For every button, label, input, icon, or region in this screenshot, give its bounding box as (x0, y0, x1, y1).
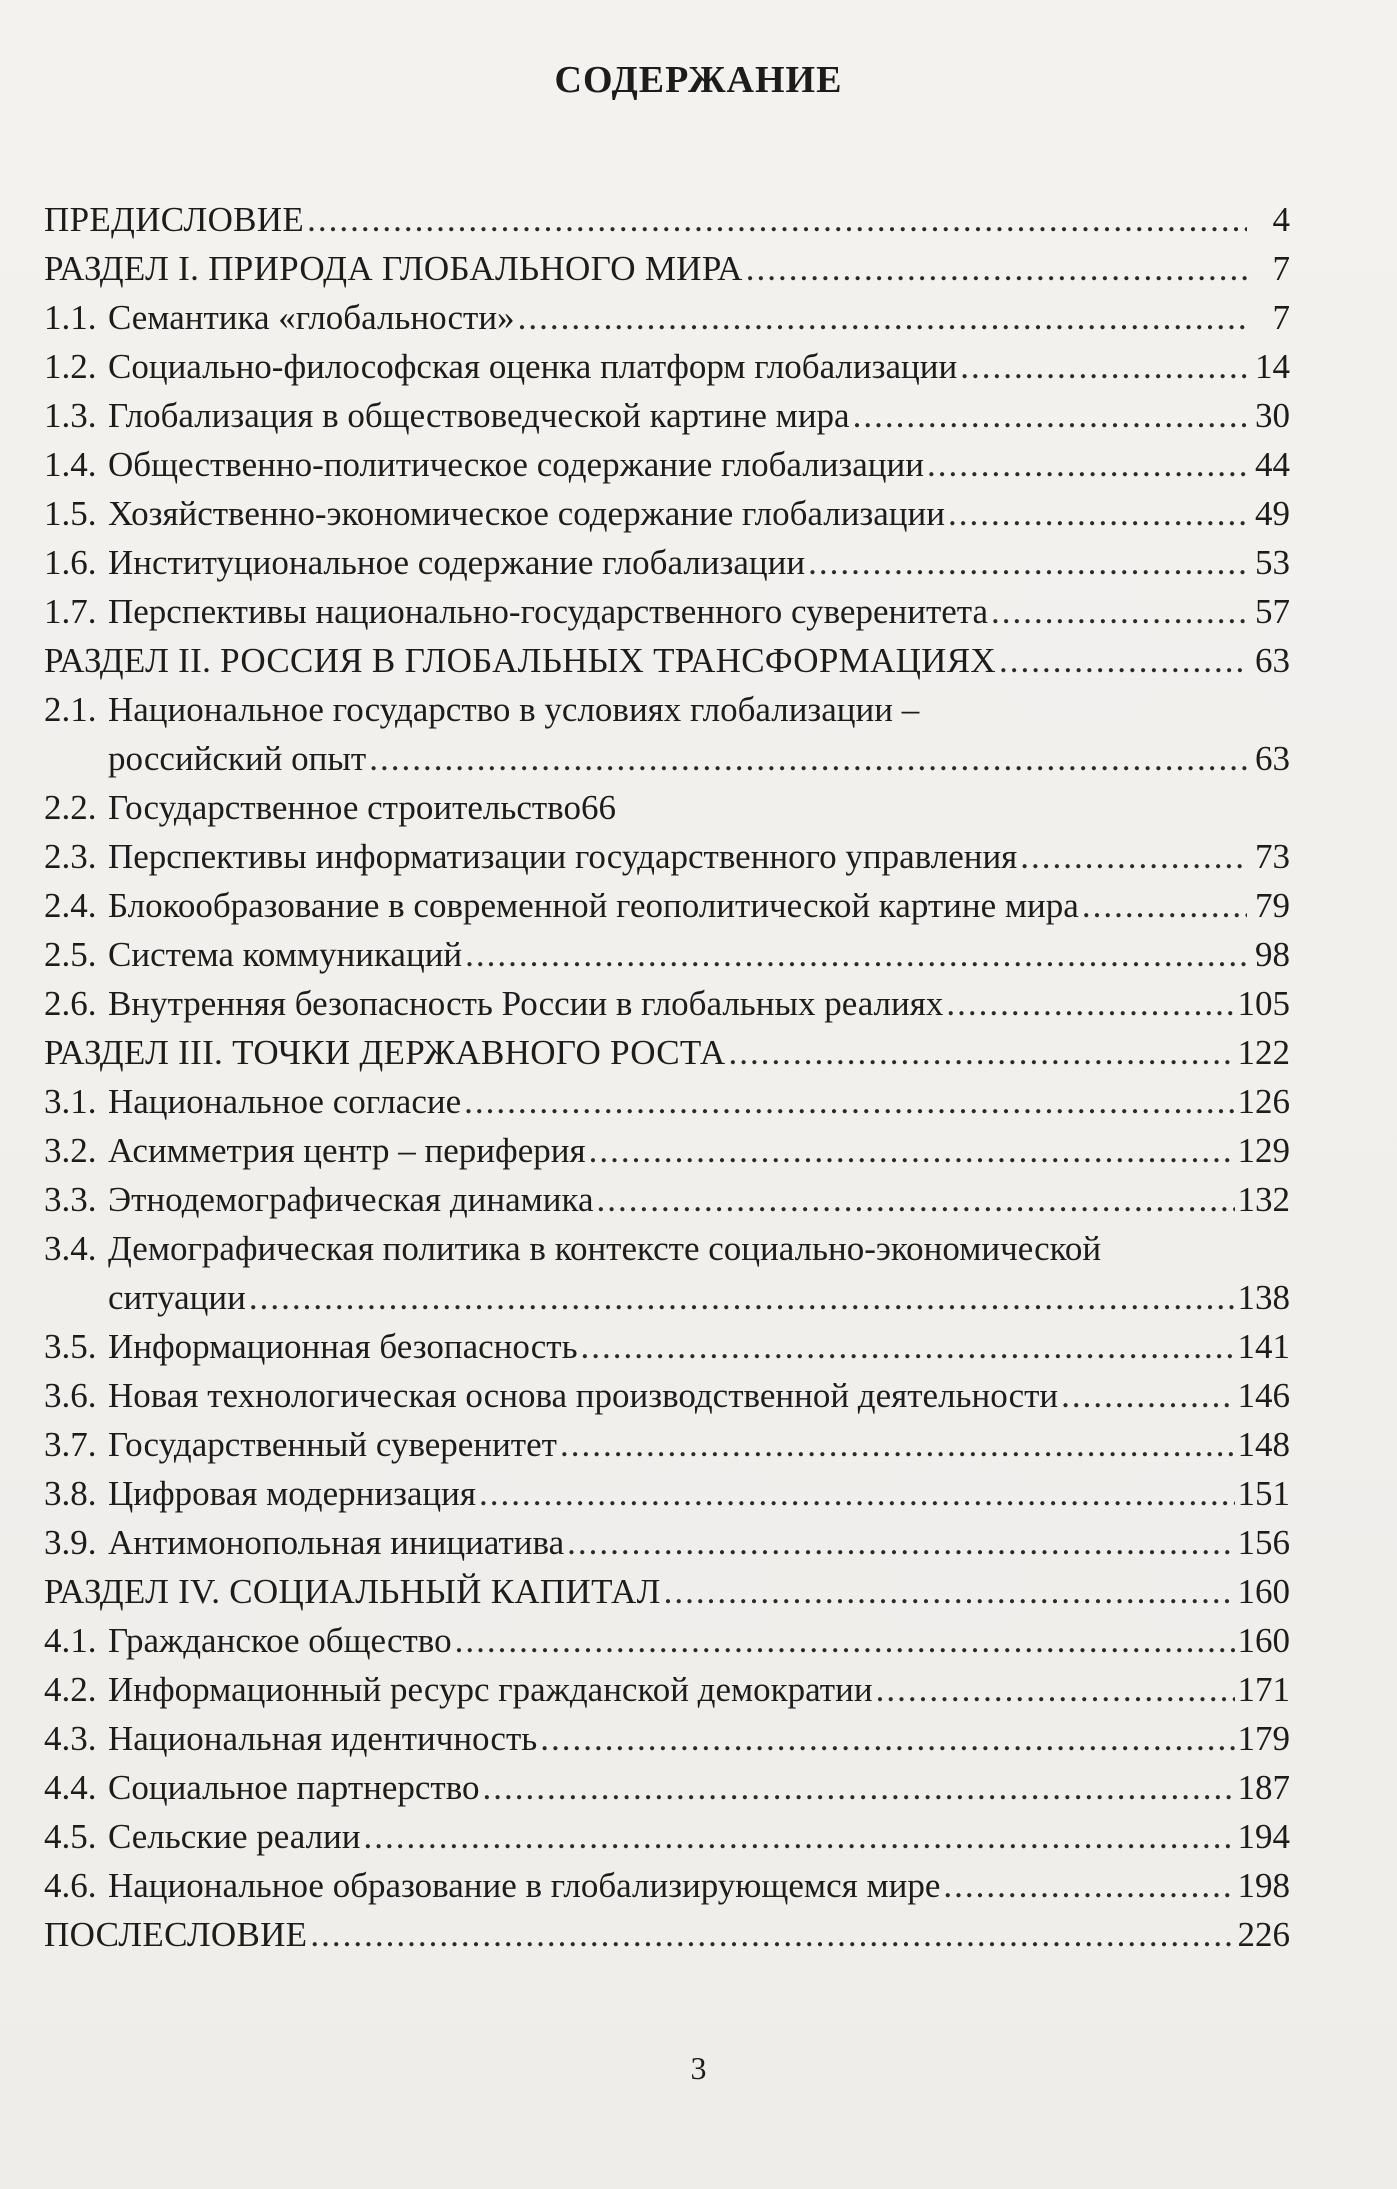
dot-leader (455, 1616, 1235, 1665)
toc-page-number: 4 (1272, 200, 1290, 239)
dot-leader (518, 293, 1247, 342)
dot-leader (876, 1665, 1235, 1714)
dot-leader (479, 1469, 1235, 1518)
toc-item-number: 3.9. (44, 1523, 97, 1562)
toc-page-number: 179 (1237, 1719, 1290, 1758)
toc-page-number: 79 (1255, 886, 1290, 925)
dot-leader (464, 1077, 1234, 1126)
dot-leader (307, 195, 1247, 244)
toc-item-label: Перспективы информатизации государственного управления (108, 837, 1018, 876)
toc-page-number: 226 (1237, 1915, 1290, 1954)
toc-item-number: 1.1. (44, 298, 97, 337)
toc-page-number: 49 (1255, 494, 1290, 533)
toc-section-entry (44, 1028, 1290, 1077)
toc-item-entry (44, 1175, 1290, 1224)
dot-leader (249, 1273, 1235, 1322)
toc-item-number: 4.1. (44, 1621, 97, 1660)
toc-page-number: 132 (1237, 1180, 1290, 1219)
toc-item-number: 1.4. (44, 445, 97, 484)
toc-page-number: 146 (1237, 1376, 1290, 1415)
toc-item-number: 1.2. (44, 347, 97, 386)
toc-item-entry (44, 979, 1290, 1028)
dot-leader (960, 342, 1247, 391)
dot-leader (999, 636, 1247, 685)
toc-item-entry (44, 1420, 1290, 1469)
toc-page-number: 160 (1237, 1572, 1290, 1611)
toc-item-label: Институциональное содержание глобализации (108, 543, 806, 582)
dot-leader (560, 1420, 1235, 1469)
dot-leader (540, 1714, 1234, 1763)
toc-item-label: Система коммуникаций (108, 935, 463, 974)
toc-item-entry (44, 1371, 1290, 1420)
toc-item-number: 2.6. (44, 984, 97, 1023)
toc-item-label: Национальное образование в глобализирующемся мире (108, 1866, 941, 1905)
toc-page-number: 198 (1237, 1866, 1290, 1905)
toc-item-entry (44, 440, 1290, 489)
toc-item-number: 1.5. (44, 494, 97, 533)
toc-page-number: 187 (1237, 1768, 1290, 1807)
toc-item-label: Национальное государство в условиях глобализации – (108, 690, 920, 729)
table-of-contents (44, 195, 1290, 1959)
toc-item-entry (44, 489, 1290, 538)
toc-item-label: Демографическая политика в контексте социально-экономической (108, 1229, 1102, 1268)
toc-page-number: 14 (1255, 347, 1290, 386)
toc-item-number: 1.6. (44, 543, 97, 582)
toc-item-entry (44, 1126, 1290, 1175)
dot-leader (1020, 832, 1247, 881)
toc-item-number: 2.2. (44, 788, 97, 827)
toc-item-label-continued: ситуации (108, 1278, 246, 1317)
dot-leader (483, 1763, 1235, 1812)
toc-page-number: 141 (1237, 1327, 1290, 1366)
toc-item-entry (44, 1812, 1290, 1861)
toc-page-number: 63 (1255, 641, 1290, 680)
dot-leader (853, 391, 1247, 440)
toc-item-label: Национальная идентичность (108, 1719, 538, 1758)
toc-page-number: 122 (1237, 1033, 1290, 1072)
toc-item-label: Государственный суверенитет (108, 1425, 557, 1464)
toc-section-label: РАЗДЕЛ III. ТОЧКИ ДЕРЖАВНОГО РОСТА (44, 1033, 726, 1072)
toc-page-number: 30 (1255, 396, 1290, 435)
toc-page-number: 7 (1272, 249, 1290, 288)
toc-item-entry (44, 538, 1290, 587)
toc-item-label: Глобализация в обществоведческой картине мира (108, 396, 850, 435)
toc-item-entry (44, 1518, 1290, 1567)
toc-item-label: Национальное согласие (108, 1082, 462, 1121)
toc-section-label: РАЗДЕЛ I. ПРИРОДА ГЛОБАЛЬНОГО МИРА (44, 249, 743, 288)
toc-item-number: 4.4. (44, 1768, 97, 1807)
toc-page-number: 171 (1237, 1670, 1290, 1709)
dot-leader (465, 930, 1247, 979)
toc-item-number: 4.6. (44, 1866, 97, 1905)
toc-item-number: 3.5. (44, 1327, 97, 1366)
toc-section-label: ПОСЛЕСЛОВИЕ (44, 1915, 308, 1954)
toc-item-number: 2.3. (44, 837, 97, 876)
toc-page-number: 126 (1237, 1082, 1290, 1121)
toc-item-entry (44, 587, 1290, 636)
toc-item-entry (44, 685, 1290, 783)
toc-page-number: 138 (1237, 1278, 1290, 1317)
page-title: СОДЕРЖАНИЕ (554, 59, 843, 101)
toc-item-number: 2.1. (44, 690, 97, 729)
toc-item-entry (44, 1322, 1290, 1371)
toc-page-number: 7 (1272, 298, 1290, 337)
toc-page-number: 44 (1255, 445, 1290, 484)
toc-item-entry (44, 342, 1290, 391)
toc-item-label: Блокообразование в современной геополитической картине мира (108, 886, 1079, 925)
dot-leader (567, 1518, 1234, 1567)
toc-item-number: 4.3. (44, 1719, 97, 1758)
toc-item-label: Перспективы национально-государственного суверенитета (108, 592, 989, 631)
toc-item-entry (44, 930, 1290, 979)
toc-item-entry (44, 1077, 1290, 1126)
toc-item-entry (44, 1861, 1290, 1910)
toc-item-label: Хозяйственно-экономическое содержание глобализации (108, 494, 945, 533)
toc-item-number: 3.6. (44, 1376, 97, 1415)
toc-item-label: Сельские реалии (108, 1817, 361, 1856)
toc-item-number: 3.7. (44, 1425, 97, 1464)
toc-item-label: Антимонопольная инициатива (108, 1523, 565, 1562)
toc-item-label: Гражданское общество (108, 1621, 452, 1660)
toc-page-number: 73 (1255, 837, 1290, 876)
toc-page-number: 63 (1255, 739, 1290, 778)
toc-item-label: Социально-философская оценка платформ глобализации (108, 347, 958, 386)
toc-item-number: 2.4. (44, 886, 97, 925)
toc-page-number: 98 (1255, 935, 1290, 974)
toc-item-entry (44, 832, 1290, 881)
toc-page-number: 156 (1237, 1523, 1290, 1562)
toc-section-label: РАЗДЕЛ IV. СОЦИАЛЬНЫЙ КАПИТАЛ (44, 1572, 661, 1611)
toc-item-number: 3.3. (44, 1180, 97, 1219)
toc-item-entry (44, 1665, 1290, 1714)
toc-item-number: 3.4. (44, 1229, 97, 1268)
toc-item-entry (44, 1469, 1290, 1518)
toc-page-number: 105 (1237, 984, 1290, 1023)
toc-page-number: 129 (1237, 1131, 1290, 1170)
toc-item-number: 3.2. (44, 1131, 97, 1170)
toc-item-number: 3.1. (44, 1082, 97, 1121)
page-number: 3 (690, 2050, 707, 2086)
toc-item-entry (44, 1763, 1290, 1812)
toc-item-entry (44, 1616, 1290, 1665)
toc-item-entry (44, 293, 1290, 342)
dot-leader (1082, 881, 1247, 930)
toc-item-number: 4.5. (44, 1817, 97, 1856)
toc-page-number: 148 (1237, 1425, 1290, 1464)
dot-leader (597, 1175, 1235, 1224)
toc-section-label: РАЗДЕЛ II. РОССИЯ В ГЛОБАЛЬНЫХ ТРАНСФОРМАЦИЯХ (44, 641, 996, 680)
dot-leader (991, 587, 1247, 636)
dot-leader (581, 1322, 1235, 1371)
toc-item-label: Социальное партнерство (108, 1768, 480, 1807)
dot-leader (927, 440, 1247, 489)
toc-page-number: 53 (1255, 543, 1290, 582)
dot-leader (310, 1910, 1234, 1959)
toc-item-entry (44, 1224, 1290, 1322)
toc-section-entry (44, 1910, 1290, 1959)
toc-item-number: 1.3. (44, 396, 97, 435)
dot-leader (589, 1126, 1235, 1175)
toc-item-number: 1.7. (44, 592, 97, 631)
toc-item-label-continued: российский опыт (108, 739, 367, 778)
toc-page-number: 160 (1237, 1621, 1290, 1660)
toc-item-label: Цифровая модернизация (108, 1474, 476, 1513)
toc-item-number: 3.8. (44, 1474, 97, 1513)
dot-leader (948, 489, 1247, 538)
dot-leader (1061, 1371, 1234, 1420)
toc-item-label: Внутренняя безопасность России в глобальных реалиях (108, 984, 944, 1023)
toc-item-entry (44, 391, 1290, 440)
toc-item-entry (44, 783, 1290, 832)
dot-leader (946, 979, 1234, 1028)
dot-leader (728, 1028, 1234, 1077)
toc-item-label: Общественно-политическое содержание глобализации (108, 445, 924, 484)
toc-item-number: 2.5. (44, 935, 97, 974)
toc-item-label: Информационный ресурс гражданской демократии (108, 1670, 873, 1709)
toc-section-label: ПРЕДИСЛОВИЕ (44, 200, 305, 239)
dot-leader (943, 1861, 1234, 1910)
toc-section-entry (44, 636, 1290, 685)
toc-item-label: Новая технологическая основа производственной деятельности (108, 1376, 1059, 1415)
toc-item-label: Государственное строительство66 (108, 788, 616, 827)
toc-page-number: 194 (1237, 1817, 1290, 1856)
toc-item-number: 4.2. (44, 1670, 97, 1709)
dot-leader (808, 538, 1247, 587)
toc-item-label: Асимметрия центр – периферия (108, 1131, 586, 1170)
toc-item-label: Информационная безопасность (108, 1327, 578, 1366)
toc-section-entry (44, 195, 1290, 244)
toc-section-entry (44, 1567, 1290, 1616)
toc-item-label: Семантика «глобальности» (108, 298, 515, 337)
toc-item-label: Этнодемографическая динамика (108, 1180, 594, 1219)
dot-leader (369, 734, 1247, 783)
toc-section-entry (44, 244, 1290, 293)
toc-item-entry (44, 881, 1290, 930)
dot-leader (364, 1812, 1235, 1861)
toc-page-number: 151 (1237, 1474, 1290, 1513)
dot-leader (664, 1567, 1235, 1616)
toc-item-entry (44, 1714, 1290, 1763)
dot-leader (746, 244, 1247, 293)
toc-page-number: 57 (1255, 592, 1290, 631)
